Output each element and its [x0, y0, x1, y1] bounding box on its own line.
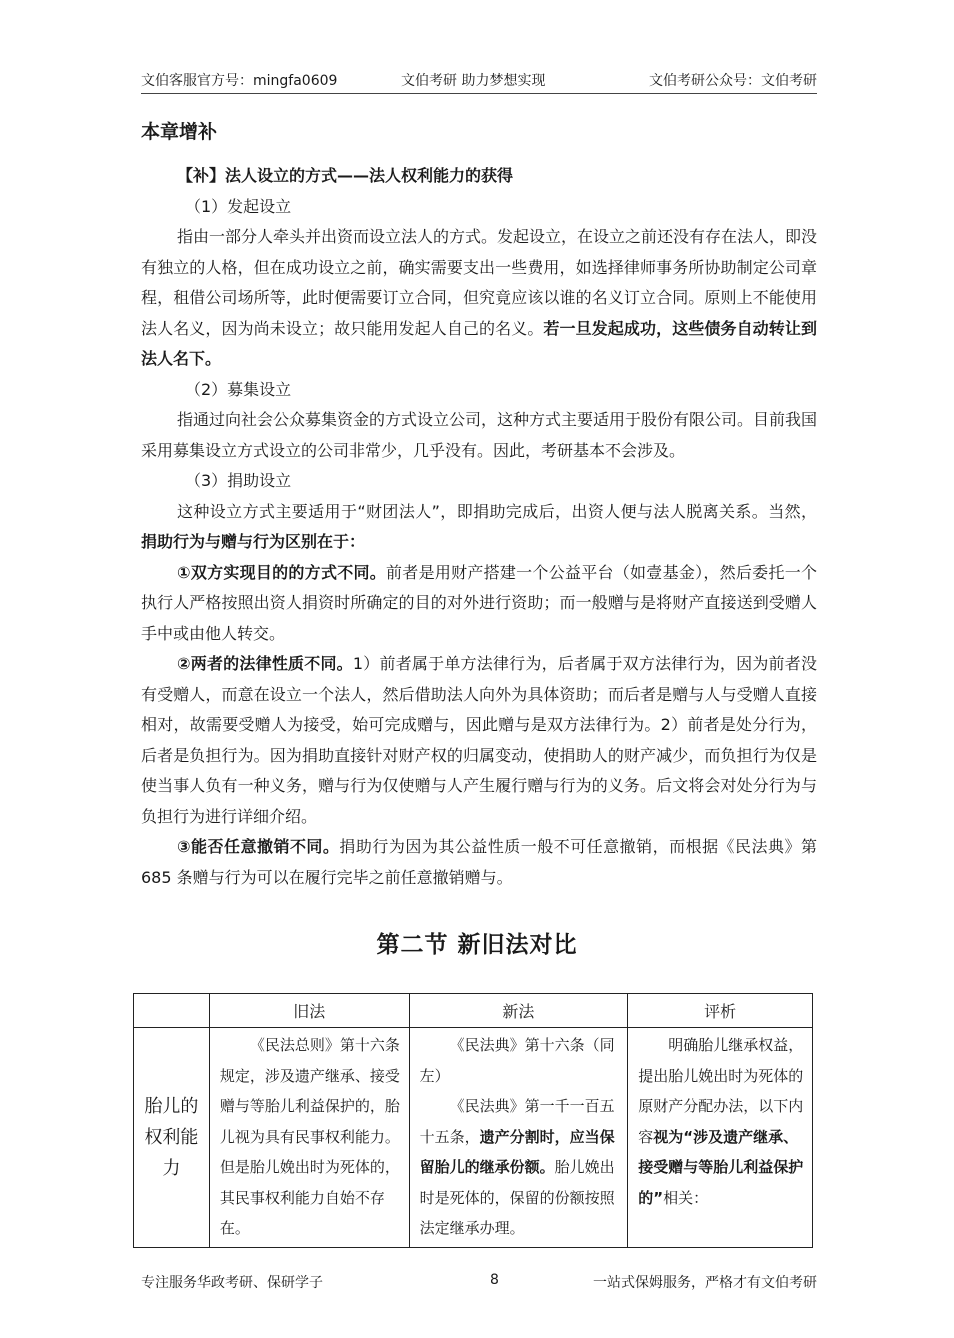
law-comparison-table — [133, 993, 813, 1248]
main-content — [141, 117, 817, 893]
point-text: 前者是用财产搭建一个公益平台（如壹基金），然后委托一个执行人严格按照出资人捐资时所确定的目的对外进行资助；而一般赠与是将财产直接送到受赠人手中或由他人转交。 — [141, 562, 817, 643]
analysis-text-part: 相关： — [663, 1188, 709, 1207]
paragraph-donation — [141, 497, 817, 558]
page-number: 8 — [490, 1272, 499, 1288]
new-law-emphasis: 遗产分割时，应当保留胎儿的继承份额。 — [419, 1127, 615, 1176]
page-footer — [141, 1272, 817, 1294]
column-header-analysis: 评析 — [628, 994, 813, 1028]
footer-left-text: 专注服务华政考研、保研学子 — [141, 1275, 323, 1291]
point-legal-nature — [141, 649, 817, 832]
new-law-text — [420, 1091, 620, 1244]
table-header-row — [134, 994, 813, 1028]
column-header-old-law: 旧法 — [209, 994, 409, 1028]
analysis-text — [638, 1030, 804, 1213]
header-center-text: 文伯考研 助力梦想实现 — [401, 73, 546, 89]
paragraph-emphasis: 捐助行为与赠与行为区别在于： — [141, 532, 366, 551]
point-text: 捐助行为因为其公益性质一般不可任意撤销，而根据《民法典》第 685 条赠与行为可以在履行完毕之前任意撤销赠与。 — [141, 837, 817, 887]
old-law-cell — [209, 1028, 409, 1248]
table-row — [134, 1028, 813, 1248]
point-revocation — [141, 832, 817, 893]
page-header — [141, 70, 817, 92]
paragraph-initiation — [141, 222, 817, 375]
new-law-text-part: 《民法典》第一千一百五十五条， — [419, 1097, 615, 1146]
chapter-title: 本章增补 — [141, 121, 218, 143]
row-topic-cell: 胎儿的权利能力 — [134, 1028, 210, 1248]
supplement-heading: 【补】法人设立的方式——法人权利能力的获得 — [177, 166, 514, 185]
header-left-text: 文伯客服官方号：mingfa0609 — [141, 73, 338, 89]
header-divider — [141, 93, 817, 94]
paragraph-text: 指由一部分人牵头并出资而设立法人的方式。发起设立，在设立之前还没有存在法人，即没有独立的人格，但在成功设立之前，确实需要支出一些费用，如选择律师事务所协助制定公司章程，租借公司场所等，此时便需要订立合同，但究竟应该以谁的名义订立合同。原则上不能使用法人名义，因为尚未设立；故只能用发起人自己的名义。 — [141, 227, 818, 338]
old-law-text: 《民法总则》第十六条规定，涉及遗产继承、接受赠与等胎儿利益保护的，胎儿视为具有民事权利能力。但是胎儿娩出时为死体的，其民事权利能力自始不存在。 — [219, 1036, 400, 1237]
header-right-text: 文伯考研公众号：文伯考研 — [649, 73, 817, 89]
analysis-cell — [628, 1028, 813, 1248]
column-header-topic — [134, 994, 210, 1028]
new-law-cell — [409, 1028, 628, 1248]
paragraph-offering: 指通过向社会公众募集资金的方式设立公司，这种方式主要适用于股份有限公司。目前我国采用募集设立方式设立的公司非常少，几乎没有。因此，考研基本不会涉及。 — [141, 410, 818, 460]
point-title: ②两者的法律性质不同。 — [177, 654, 353, 673]
paragraph-emphasis: 若一旦发起成功，这些债务自动转让到法人名下。 — [141, 318, 817, 368]
point-title: ①双方实现目的的方式不同。 — [177, 562, 387, 582]
point-title: ③能否任意撤销不同。 — [177, 837, 340, 856]
section-label-initiation: （1）发起设立 — [185, 196, 292, 216]
footer-right-text: 一站式保姆服务，严格才有文伯考研 — [593, 1275, 817, 1291]
point-text: 1）前者属于单方法律行为，后者属于双方法律行为，因为前者没有受赠人，而意在设立一个法人，然后借助法人向外为具体资助；而后者是赠与人与受赠人直接相对，故需要受赠人为接受，始可完成赠与，因此赠与是双方法律行为。2）前者是处分行为，后者是负担行为。因为捐助直接针对财产权的归属变动，使捐助人的财产减少，而负担行为仅是使当事人负有一种义务，赠与行为仅使赠与人产生履行赠与行为的义务。后文将会对处分行为与负担行为进行详细介绍。 — [141, 654, 817, 826]
paragraph-text: 这种设立方式主要适用于“财团法人”，即捐助完成后，出资人便与法人脱离关系。当然， — [177, 501, 817, 521]
analysis-text-part: 明确胎儿继承权益，提出胎儿娩出时为死体的原财产分配办法，以下内容 — [638, 1036, 804, 1146]
point-purpose — [141, 558, 817, 650]
section-label-donation: （3）捐助设立 — [185, 471, 292, 490]
new-law-text-part: 胎儿娩出时是死体的，保留的份额按照法定继承办理。 — [419, 1158, 615, 1237]
section-label-offering: （2）募集设立 — [185, 379, 292, 399]
column-header-new-law: 新法 — [409, 994, 628, 1028]
section-title: 第二节 新旧法对比 — [376, 932, 578, 958]
new-law-text: 《民法典》第十六条（同左） — [419, 1036, 615, 1085]
analysis-emphasis: 视为“涉及遗产继承、接受赠与等胎儿利益保护的” — [638, 1127, 804, 1207]
